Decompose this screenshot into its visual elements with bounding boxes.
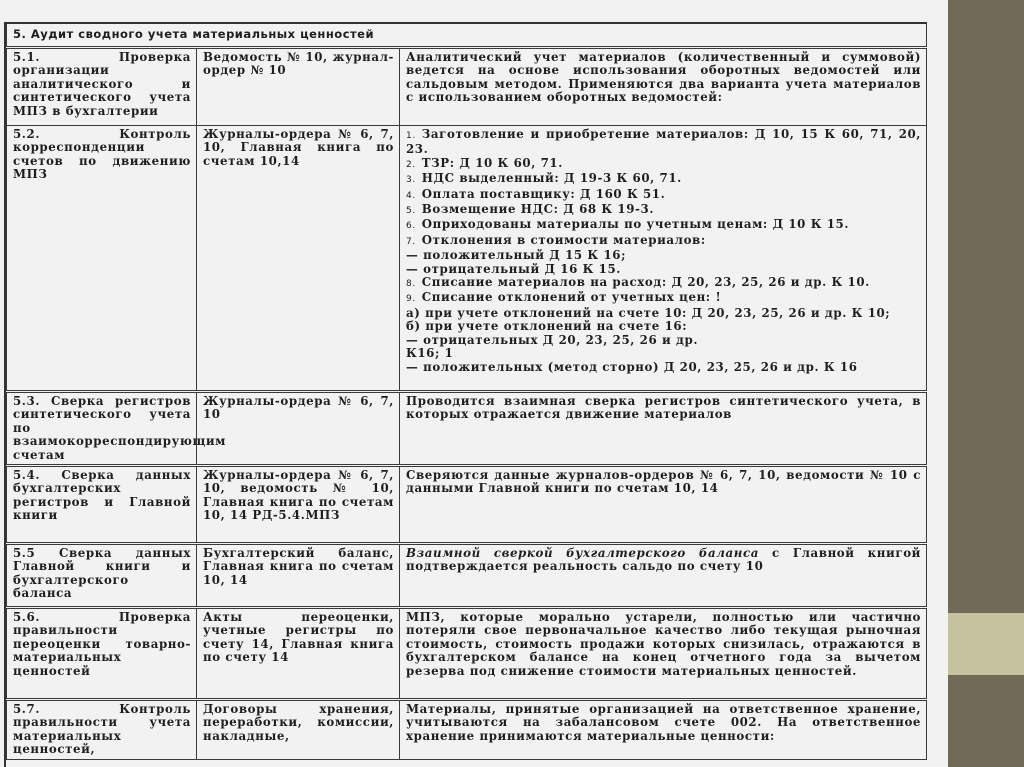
list-item-text: — отрицательных Д 20, 23, 25, 26 и др. — [406, 332, 699, 347]
emphasis-text: Взаимной сверкой бухгалтерского баланса — [406, 546, 759, 561]
source-cell: Журналы-ордера № 6, 7, 10 — [197, 392, 400, 466]
description-cell: Сверяются данные журналов-ордеров № 6, 7, 10, ведомости № 10 с данными Главной книги по счетам 10, 14 — [400, 466, 927, 544]
table-row — [7, 126, 927, 392]
table-row — [7, 392, 927, 466]
source-cell: Бухгалтерский баланс, Главная книга по счетам 10, 14 — [197, 544, 400, 608]
procedure-cell: 5.6. Проверка правильности переоценки товарно-материальных ценностей — [7, 608, 197, 700]
table-header-row — [7, 23, 927, 48]
list-item-text: — отрицательный Д 16 К 15. — [406, 261, 621, 276]
list-item-number: 6. — [406, 221, 416, 232]
procedure-cell: 5.3. Сверка регистров синтетического учета по взаимокорреспондирующим счетам — [7, 392, 197, 466]
procedure-cell: 5.2. Контроль корреспонденции счетов по движению МПЗ — [7, 126, 197, 392]
list-item-number: 2. — [406, 159, 416, 170]
list-item-text: — положительный Д 15 К 16; — [406, 248, 627, 263]
list-item — [406, 203, 921, 218]
table-row — [7, 544, 927, 608]
table-title: 5. Аудит сводного учета материальных ценностей — [7, 23, 927, 48]
list-item — [406, 347, 921, 360]
procedure-cell: 5.7. Контроль правильности учета материальных ценностей, — [7, 700, 197, 760]
procedure-cell: 5.1. Проверка организации аналитического и синтетического учета МПЗ в бухгалтерии — [7, 48, 197, 126]
list-item — [406, 307, 921, 320]
audit-table — [6, 22, 927, 760]
list-item-text: а) при учете отклонений на счете 10: Д 20, 23, 25, 26 и др. К 10; — [406, 305, 891, 320]
document-page — [4, 22, 926, 767]
list-item — [406, 128, 921, 157]
list-item-number: 8. — [406, 279, 416, 290]
list-item — [406, 263, 921, 276]
list-item-text: Возмещение НДС: Д 68 К 19-3. — [421, 202, 655, 217]
description-cell — [400, 544, 927, 608]
list-item-number: 1. — [406, 131, 416, 141]
sidebar-accent-block — [948, 613, 1024, 675]
list-item-text: ТЗР: Д 10 К 60, 71. — [421, 155, 563, 170]
source-cell: Журналы-ордера № 6, 7, 10, Главная книга по счетам 10,14 — [197, 126, 400, 392]
list-item — [406, 334, 921, 347]
list-item — [406, 188, 921, 203]
list-item-text: б) при учете отклонений на счете 16: — [406, 319, 688, 334]
table-row — [7, 700, 927, 760]
description-cell: Материалы, принятые организацией на ответственное хранение, учитываются на забалансовом счете 002. На ответственное хранение принимаются материальные ценности: — [400, 700, 927, 760]
source-cell: Договоры хранения, переработки, комиссии, накладные, — [197, 700, 400, 760]
list-item — [406, 157, 921, 172]
list-item-text: НДС выделенный: Д 19-3 К 60, 71. — [421, 171, 682, 186]
description-cell: Проводится взаимная сверка регистров синтетического учета, в которых отражается движение материалов — [400, 392, 927, 466]
list-item-text: Заготовление и приобретение материалов: Д 10, 15 К 60, 71, 20, 23. — [406, 127, 922, 157]
list-item-text: — положительных (метод сторно) Д 20, 23, 25, 26 и др. К 16 — [406, 359, 858, 374]
source-cell: Акты переоценки, учетные регистры по счету 14, Главная книга по счету 14 — [197, 608, 400, 700]
table-row — [7, 48, 927, 126]
list-item — [406, 320, 921, 333]
description-text: с Главной книгой подтверждается реальность сальдо по счету 10 — [406, 546, 922, 574]
list-item-text: Списание материалов на расход: Д 20, 23, 25, 26 и др. К 10. — [421, 275, 870, 290]
list-item — [406, 234, 921, 249]
procedure-cell: 5.4. Сверка данных бухгалтерских регистров и Главной книги — [7, 466, 197, 544]
list-item-text: К16; 1 — [406, 346, 454, 361]
list-item-text: Оплата поставщику: Д 160 К 51. — [421, 186, 666, 201]
list-item-number: 9. — [406, 294, 416, 305]
procedure-cell: 5.5 Сверка данных Главной книги и бухгалтерского баланса — [7, 544, 197, 608]
list-item — [406, 172, 921, 187]
list-item — [406, 249, 921, 262]
list-item-number: 7. — [406, 236, 416, 247]
description-cell — [400, 126, 927, 392]
list-item-number: 4. — [406, 190, 416, 201]
description-cell: МПЗ, которые морально устарели, полностью или частично потеряли свое первоначальное качество либо текущая рыночная стоимость, стоимость продажи которых снизилась, отражаются в бухгалтерском балансе на конец отчетного года за вычетом резерва под снижение стоимости материальных ценностей. — [400, 608, 927, 700]
table-row — [7, 466, 927, 544]
list-item — [406, 276, 921, 291]
table-row — [7, 608, 927, 700]
list-item-number: 5. — [406, 206, 416, 217]
list-item — [406, 218, 921, 233]
source-cell: Журналы-ордера № 6, 7, 10, ведомость № 10, Главная книга по счетам 10, 14 РД-5.4.МПЗ — [197, 466, 400, 544]
list-item — [406, 291, 921, 306]
list-item-number: 3. — [406, 175, 416, 186]
list-item-text: Отклонения в стоимости материалов: — [421, 232, 706, 247]
source-cell: Ведомость № 10, журнал- ордер № 10 — [197, 48, 400, 126]
list-item-text: Оприходованы материалы по учетным ценам: Д 10 К 15. — [421, 217, 850, 232]
list-item-text: Списание отклонений от учетных цен: ! — [421, 290, 722, 305]
list-item — [406, 361, 921, 374]
description-cell: Аналитический учет материалов (количественный и суммовой) ведется на основе использования оборотных ведомостей или сальдовым методом. Применяются два варианта учета материалов с использованием оборотных ведомостей: — [400, 48, 927, 126]
